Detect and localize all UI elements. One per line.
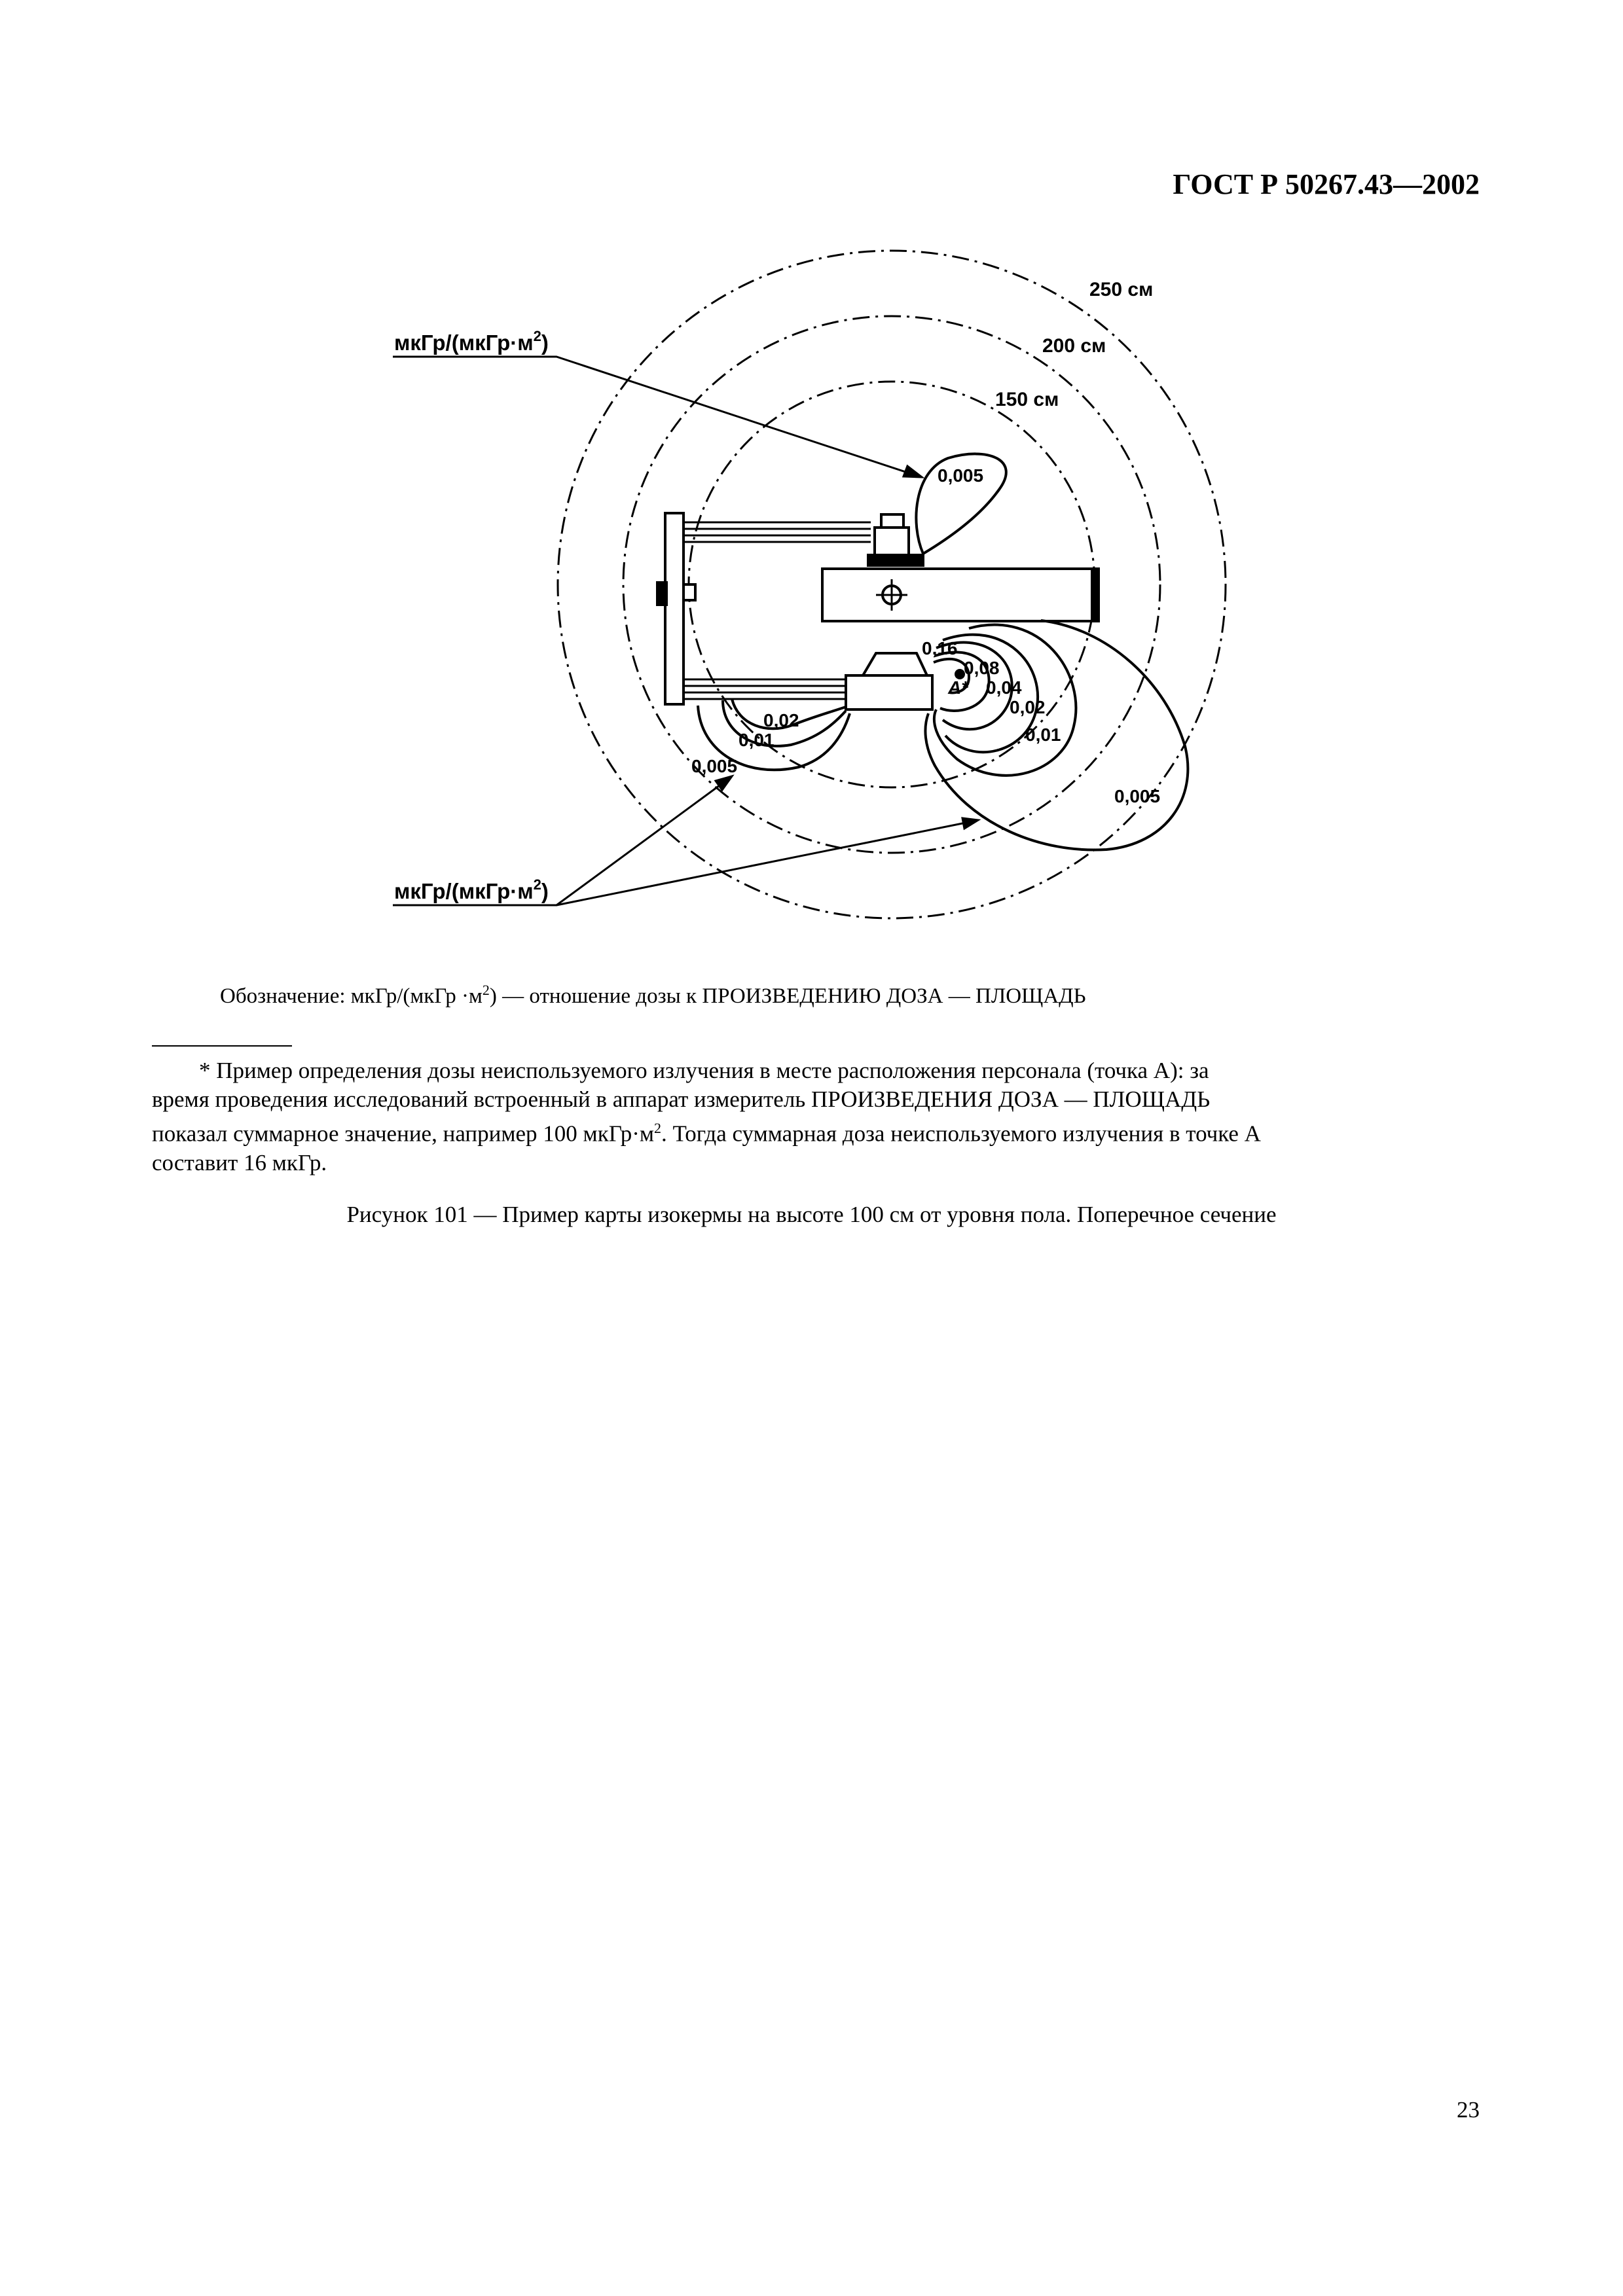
lower-arm xyxy=(684,679,846,699)
isoline-label-left-0005: 0,005 xyxy=(691,756,738,776)
detector-top xyxy=(863,653,927,675)
tube-head-block xyxy=(875,528,909,555)
unit-label-top: мкГр/$(мкГр\cdot м^2)$ xyxy=(394,328,549,355)
isoline-label-right-001: 0,01 xyxy=(1025,725,1061,745)
label-200cm: 200 см xyxy=(1042,335,1106,357)
isoline-label-left-002: 0,02 xyxy=(763,710,799,730)
point-a-label: A* xyxy=(948,677,969,698)
footnote-line-1: * Пример определения дозы неиспользуемого излучения в месте расположения персонала (точка А): за xyxy=(199,1058,1209,1083)
tube-head-base xyxy=(868,555,923,565)
footnote-line-2: время проведения исследований встроенный в аппарат измеритель ПРОИЗВЕДЕНИЯ ДОЗА — ПЛОЩАДЬ xyxy=(152,1086,1211,1112)
callout-bottom-leader-2 xyxy=(556,821,972,905)
detector xyxy=(846,675,932,709)
figure-caption: Рисунок 101 — Пример карты изокермы на высоте 100 см от уровня пола. Поперечное сечение xyxy=(346,1202,1277,1227)
upper-arm xyxy=(684,522,871,542)
table xyxy=(822,569,1099,621)
page-number: 23 xyxy=(1457,2097,1480,2123)
footnote-line-4: составит 16 мкГр. xyxy=(152,1149,327,1175)
vertical-stand xyxy=(665,513,684,704)
isoline-label-right-002: 0,02 xyxy=(1010,697,1046,717)
footnote-separator xyxy=(152,1045,292,1047)
unit-label-bottom: мкГр/$(мкГр\cdot м^2)$ xyxy=(394,876,549,903)
callout-top-arrowhead xyxy=(903,466,922,477)
isoline-label-right-008: 0,08 xyxy=(964,658,1000,678)
stand-clamp xyxy=(684,584,695,600)
table-end xyxy=(1092,569,1099,621)
label-150cm: 150 см xyxy=(995,389,1059,410)
isoline-label-right-0005: 0,005 xyxy=(1114,786,1161,806)
document-id-header: ГОСТ Р 50267.43—2002 xyxy=(1173,168,1480,200)
isokerma-diagram xyxy=(0,0,1623,969)
isoline-label-left-001: 0,01 xyxy=(739,730,775,750)
callout-bottom-arrowhead-2 xyxy=(962,818,978,829)
label-250cm: 250 см xyxy=(1089,279,1154,300)
isoline-label-top-0005: 0,005 xyxy=(938,465,984,486)
stand-handle xyxy=(657,583,666,605)
isoline-label-right-016: 0,16 xyxy=(922,638,958,658)
figure-legend: Обозначение: мкГр/(мкГр $\cdot м^2$) — отношение дозы к ПРОИЗВЕДЕНИЮ ДОЗА — ПЛОЩАДЬ xyxy=(220,982,1086,1008)
footnote-line-3: показал суммарное значение, например 100 $мкГр\cdot м^2$. Тогда суммарная доза неиспользуемого излучения в точке А xyxy=(152,1120,1261,1147)
footnote xyxy=(152,1056,1485,1177)
callout-top-leader xyxy=(393,357,915,475)
isoline-label-right-004: 0,04 xyxy=(986,677,1022,698)
